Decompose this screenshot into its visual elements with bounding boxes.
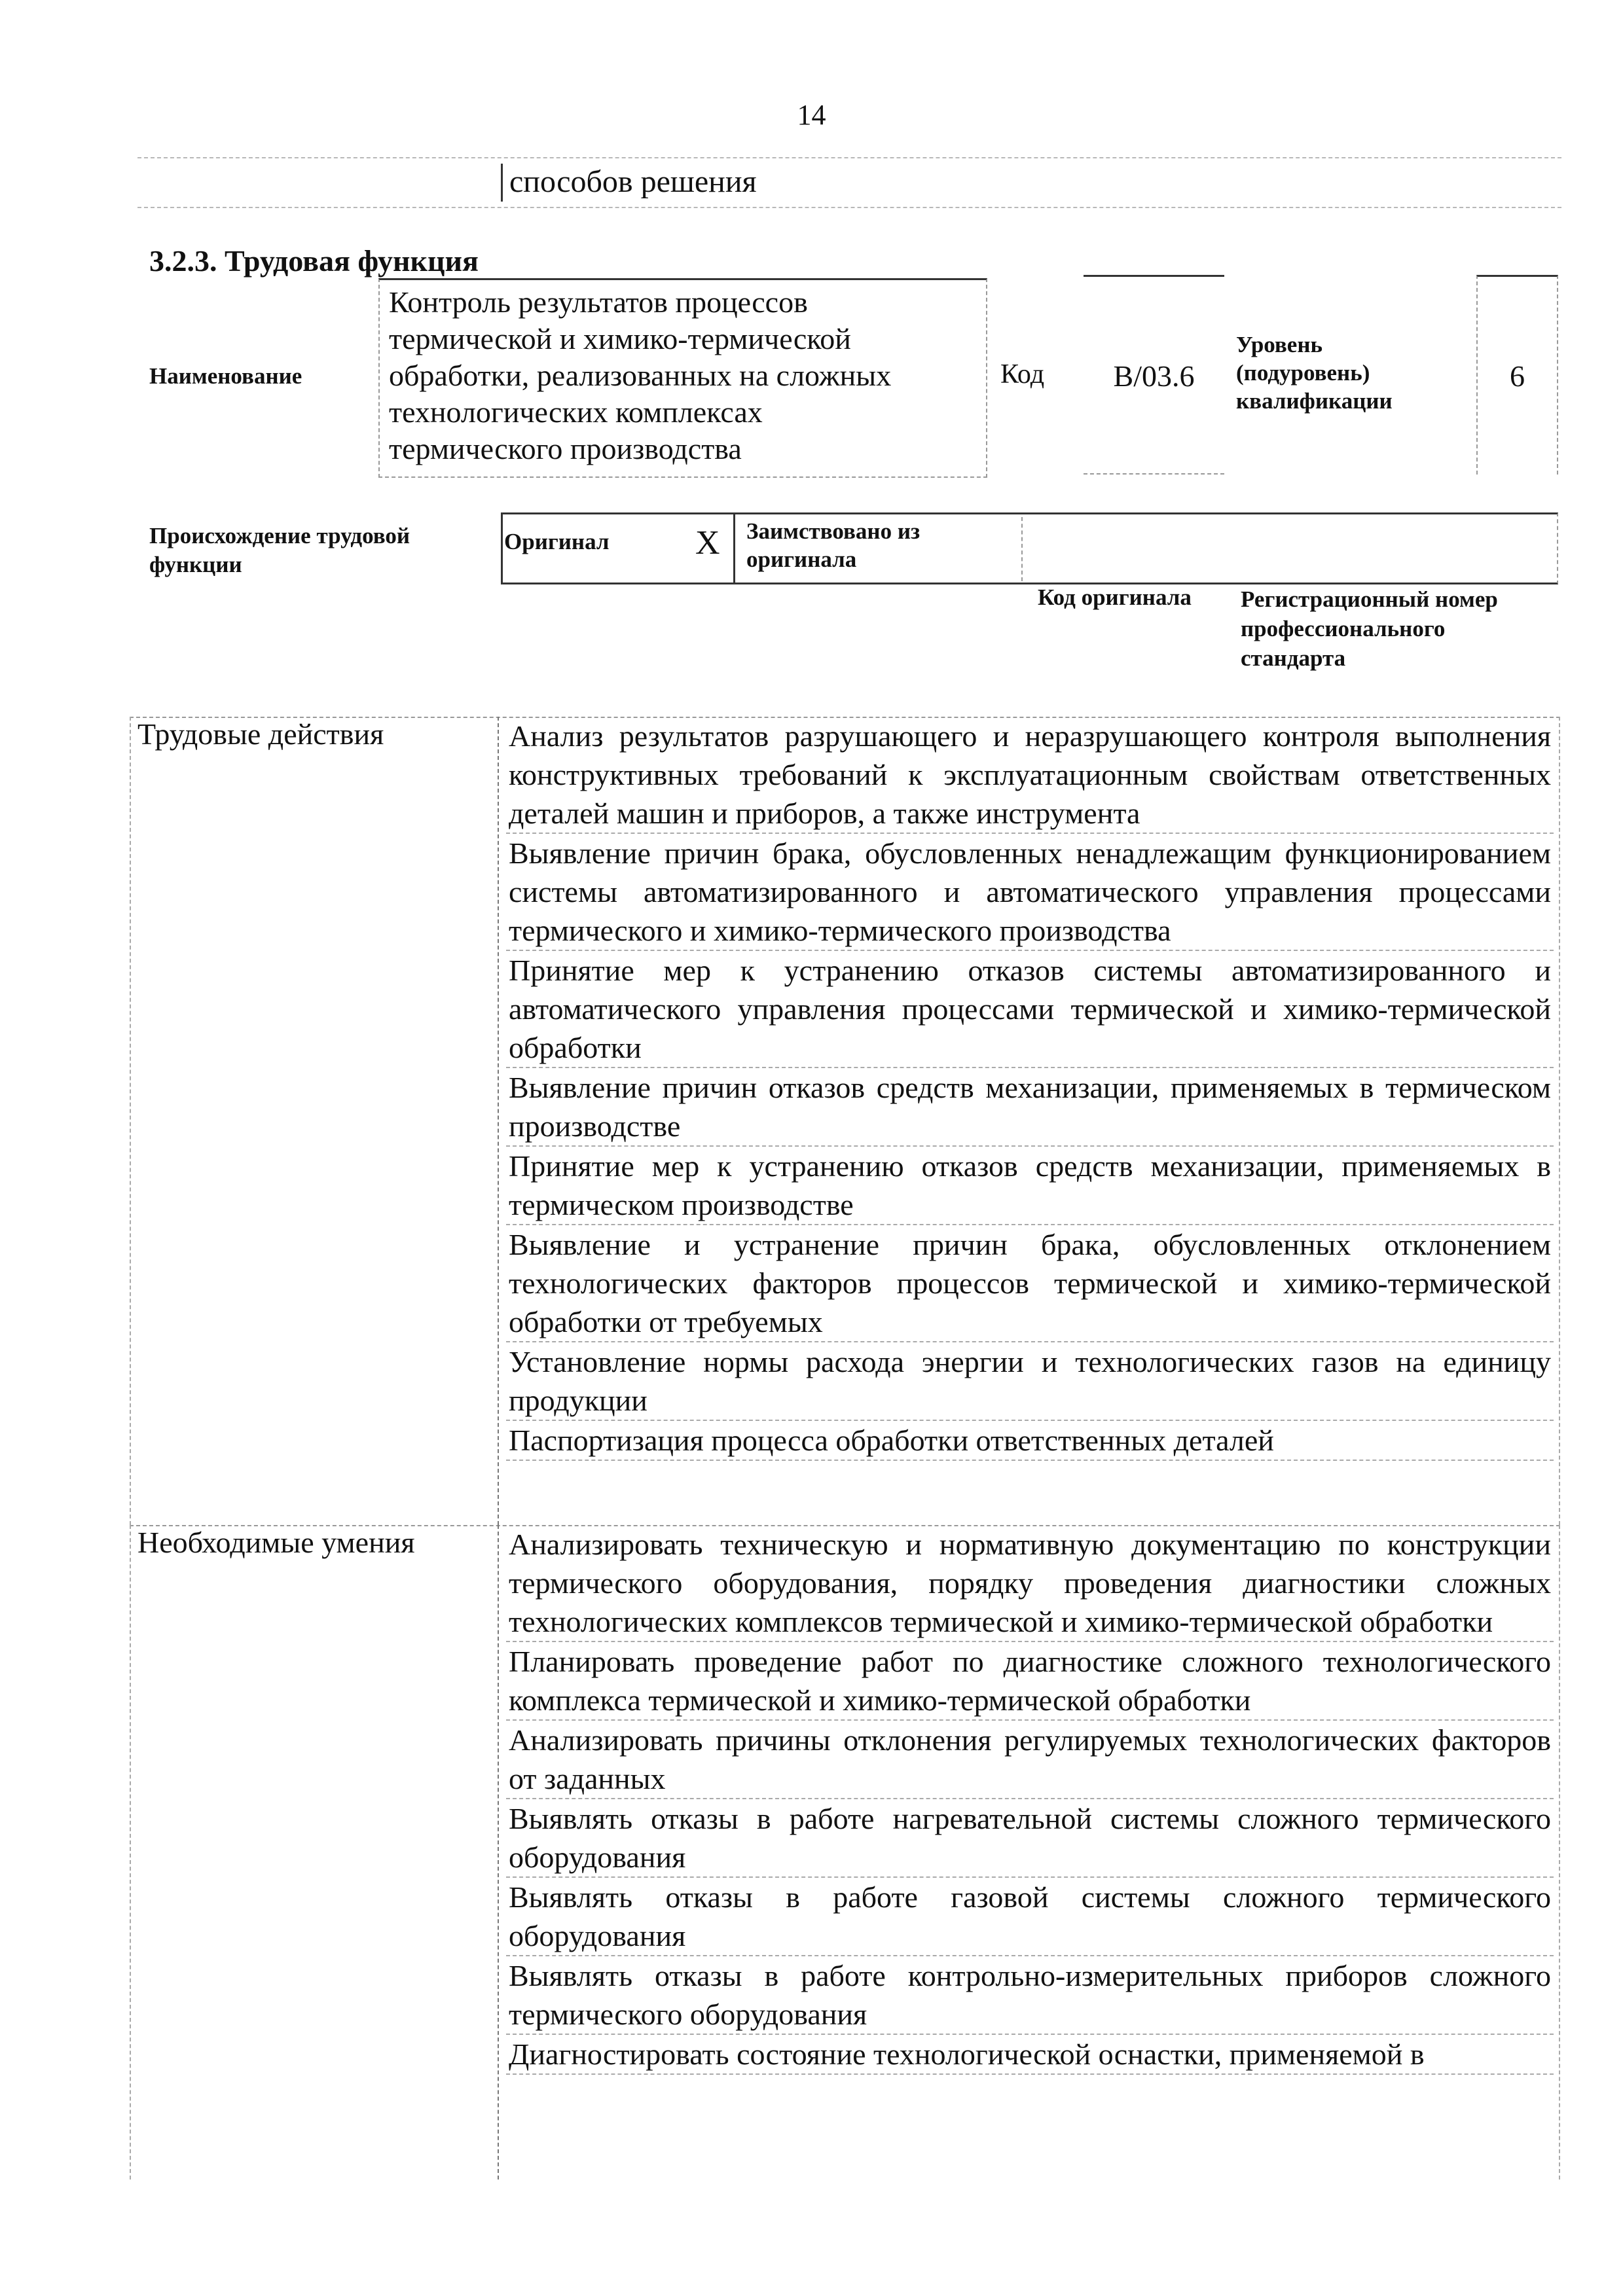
reg-label-line: стандарта — [1241, 645, 1346, 671]
origin-label-line: Происхождение трудовой — [149, 523, 410, 548]
column-divider — [498, 1525, 499, 2179]
function-name-line: термического производства — [389, 432, 742, 465]
function-name-line: термической и химико-термической — [389, 322, 851, 355]
labor-action-item: Анализ результатов разрушающего и неразрушающего контроля выполнения конструктивных требований к эксплуатационным свойствам ответственных деталей машин и приборов, а также инструмента — [506, 717, 1554, 834]
table-border — [1559, 1525, 1560, 2179]
name-label: Наименование — [149, 363, 302, 389]
level-label — [1236, 331, 1393, 415]
function-name-line: обработки, реализованных на сложных — [389, 359, 892, 392]
code-value: В/03.6 — [1084, 275, 1224, 475]
skill-item: Выявлять отказы в работе контрольно-измерительных приборов сложного термического оборудования — [506, 1956, 1554, 2035]
code-label: Код — [1000, 359, 1045, 389]
function-name-line: Контроль результатов процессов — [389, 285, 808, 319]
origin-divider — [1021, 517, 1023, 581]
reg-label-line: Регистрационный номер — [1241, 586, 1498, 612]
labor-action-item: Принятие мер к устранению отказов системы автоматизированного и автоматического управления процессами термической и химико-термической обработки — [506, 951, 1554, 1068]
level-label-line: (подуровень) — [1236, 360, 1370, 386]
level-value: 6 — [1476, 275, 1558, 475]
skill-item: Планировать проведение работ по диагностике сложного технологического комплекса термической и химико-термической обработки — [506, 1642, 1554, 1721]
skills-list — [506, 1525, 1554, 2075]
origin-divider — [733, 512, 735, 584]
carry-over-text: способов решения — [501, 164, 757, 202]
code-original-label: Код оригинала — [1038, 584, 1192, 610]
skills-label: Необходимые умения — [137, 1526, 415, 1559]
labor-action-item: Паспортизация процесса обработки ответственных деталей — [506, 1421, 1554, 1461]
original-mark: X — [695, 524, 720, 562]
borrowed-label-line: Заимствовано из — [746, 518, 921, 544]
original-label: Оригинал — [504, 529, 610, 554]
table-border — [1559, 717, 1560, 1525]
origin-label-line: функции — [149, 552, 242, 577]
labor-actions-list — [506, 717, 1554, 1461]
labor-action-item: Выявление причин брака, обусловленных ненадлежащим функционированием системы автоматизированного и автоматического управления процессами термического и химико-термического производства — [506, 834, 1554, 951]
table-border — [130, 1525, 131, 2179]
reg-label-line: профессионального — [1241, 616, 1446, 641]
page-number: 14 — [797, 99, 826, 131]
origin-table — [501, 512, 1558, 584]
level-label-line: Уровень — [1236, 332, 1323, 357]
skill-item: Анализировать причины отклонения регулируемых технологических факторов от заданных — [506, 1721, 1554, 1799]
level-label-line: квалификации — [1236, 388, 1393, 414]
borrowed-label-line: оригинала — [746, 547, 857, 572]
registration-number-label — [1241, 584, 1498, 673]
labor-action-item: Выявление и устранение причин брака, обусловленных отклонением технологических факторов процессов термической и химико-термической обработки от требуемых — [506, 1225, 1554, 1342]
function-name-box — [378, 278, 987, 478]
table-border — [130, 717, 131, 1525]
skill-item: Диагностировать состояние технологической оснастки, применяемой в — [506, 2035, 1554, 2075]
skill-item: Выявлять отказы в работе нагревательной системы сложного термического оборудования — [506, 1799, 1554, 1878]
column-divider — [498, 717, 499, 1525]
section-title: 3.2.3. Трудовая функция — [149, 244, 479, 278]
skills-section — [130, 1525, 1560, 2179]
labor-actions-label: Трудовые действия — [137, 717, 384, 751]
labor-action-item: Принятие мер к устранению отказов средств механизации, применяемых в термическом производстве — [506, 1147, 1554, 1225]
skill-item: Анализировать техническую и нормативную документацию по конструкции термического оборудования, порядку проведения диагностики сложных технологических комплексов термической и химико-термической обработки — [506, 1525, 1554, 1642]
borrowed-label — [746, 517, 920, 573]
labor-actions-section — [130, 717, 1560, 1525]
carry-over-row — [137, 157, 1561, 208]
labor-action-item: Выявление причин отказов средств механизации, применяемых в термическом производстве — [506, 1068, 1554, 1147]
skill-item: Выявлять отказы в работе газовой системы сложного термического оборудования — [506, 1878, 1554, 1956]
labor-action-item: Установление нормы расхода энергии и технологических газов на единицу продукции — [506, 1342, 1554, 1421]
function-name-line: технологических комплексах — [389, 395, 763, 429]
origin-label — [149, 522, 410, 579]
